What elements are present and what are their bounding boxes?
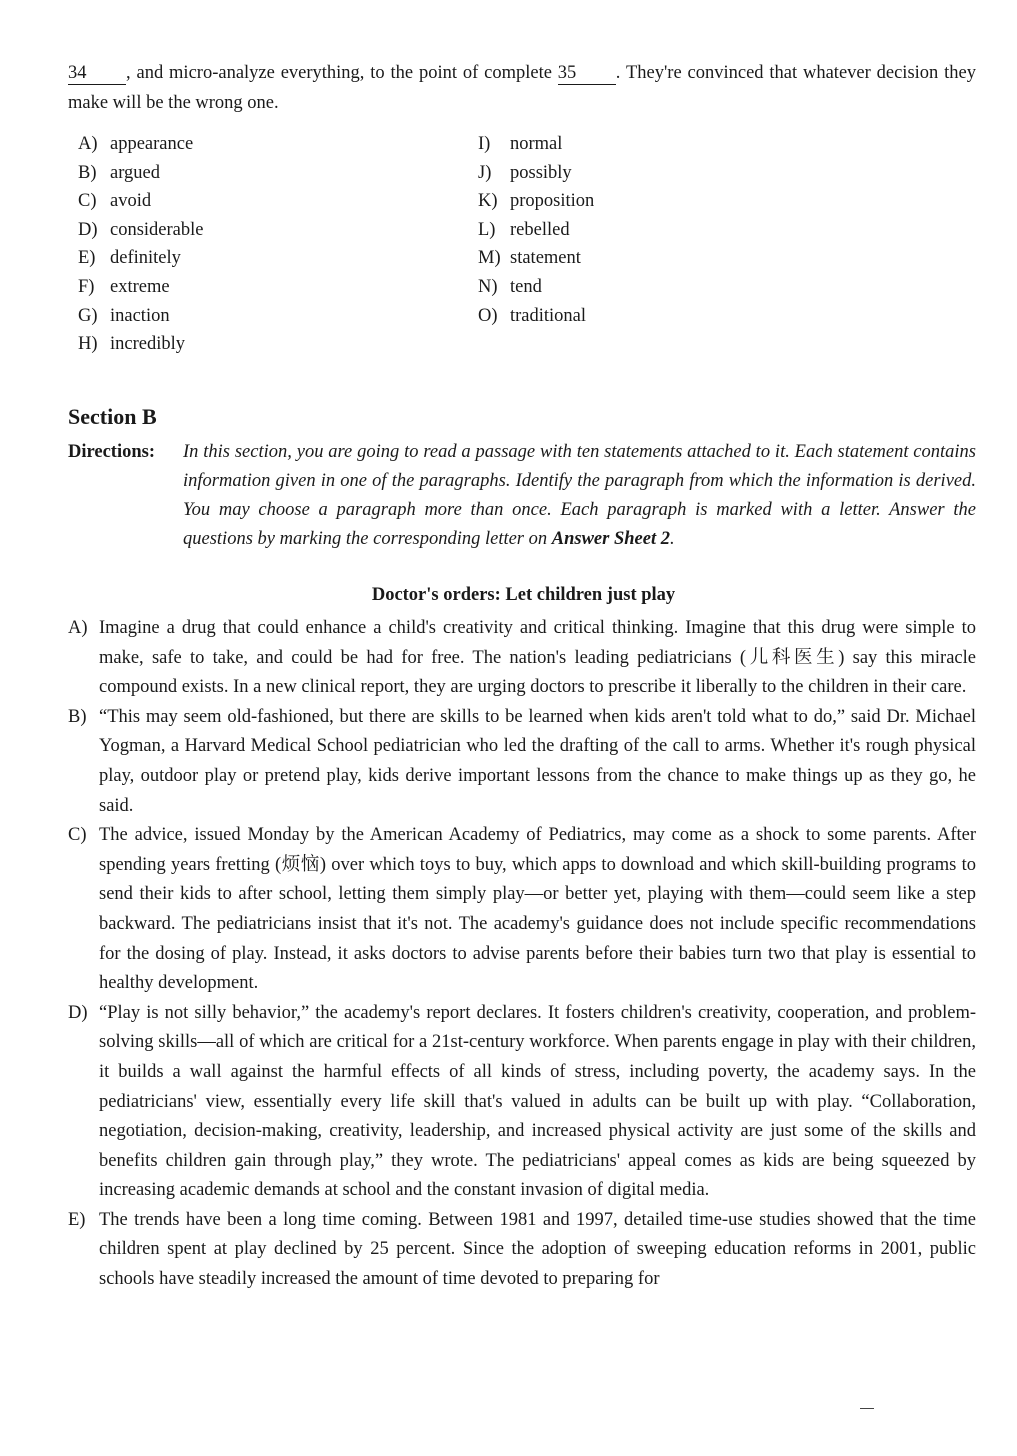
paragraph-c [68, 821, 976, 999]
option-word: inaction [110, 305, 170, 326]
option-letter: H) [78, 334, 98, 355]
word-option [78, 302, 204, 331]
paragraph-b [68, 703, 976, 821]
directions-end: . [669, 529, 675, 549]
word-option [478, 187, 594, 216]
word-option [478, 159, 594, 188]
word-option [78, 130, 204, 159]
paragraph-e [68, 1206, 976, 1295]
paragraph-text: “This may seem old-fashioned, but there are skills to be learned when kids aren't told what to do,” said Dr. Michael Yogman, a Harvard Medical School pediatrician who led the drafting of the call to arms. Whether it's rough physical play, outdoor play or pretend play, kids derive important lessons from the chance to make things up as they go, he said. [99, 706, 976, 816]
paragraph-text: Imagine a drug that could enhance a child's creativity and critical thinking. Imagine that this drug were simple to make, safe to take, and could be had for free. The nation's leading pediatricians (儿科医生) say this miracle compound exists. In a new clinical report, they are urging doctors to prescribe it liberally to the children in their care. [99, 618, 976, 698]
option-letter: O) [478, 305, 498, 326]
option-word: incredibly [110, 334, 186, 355]
word-option [478, 130, 594, 159]
word-option [78, 330, 204, 359]
option-word: statement [510, 248, 581, 269]
page-footer-mark [860, 1408, 874, 1409]
paragraph-text: The trends have been a long time coming. Between 1981 and 1997, detailed time-use studies showed that the time children spent at play declined by 25 percent. Since the adoption of sweeping education reforms in 2001, public schools have steadily increased the amount of time devoted to preparing for [99, 1209, 976, 1290]
paragraph-text: The advice, issued Monday by the American Academy of Pediatrics, may come as a shock to some parents. After spending years fretting (烦恼) over which toys to buy, which apps to download and which skill-building programs to send their kids to after school, letting them simply play—or better yet, playing with them—could seem like a step backward. The pediatricians insist that it's not. The academy's guidance does not include specific recommendations for the dosing of play. Instead, it asks doctors to advise parents before their babies turn two that play is essential to healthy development. [99, 825, 976, 994]
option-letter: B) [78, 162, 97, 183]
option-word: avoid [110, 191, 152, 212]
blank-34: 34 [68, 62, 126, 85]
option-word: considerable [110, 219, 204, 240]
cloze-text-1: , and micro-analyze everything, to the point of complete [126, 63, 558, 83]
directions [68, 438, 976, 554]
option-letter: D) [78, 219, 98, 240]
passage [68, 614, 976, 1295]
word-bank-left-column [78, 130, 204, 359]
paragraph-a [68, 614, 976, 703]
option-letter: M) [478, 248, 501, 269]
option-letter: J) [478, 162, 492, 183]
word-option [478, 244, 594, 273]
directions-body: In this section, you are going to read a passage with ten statements attached to it. Each statement contains information given in one of the paragraphs. Identify the paragraph from which the information is derived. You may choose a paragraph more than once. Each paragraph is marked with a letter. Answer the questions by marking the corresponding letter on [183, 442, 976, 549]
option-letter: A) [78, 134, 98, 154]
cloze-passage-ending [68, 58, 976, 118]
option-letter: G) [78, 305, 98, 326]
option-letter: I) [478, 134, 491, 154]
blank-35: 35 [558, 62, 616, 85]
word-option [78, 244, 204, 273]
option-word: extreme [110, 276, 170, 297]
paragraph-letter: B) [68, 706, 87, 727]
cloze-text-2: . They're convinced that whatever decision they make will be the wrong one. [68, 63, 976, 113]
directions-label: Directions: [68, 442, 155, 462]
option-word: possibly [510, 162, 572, 183]
directions-text [183, 438, 976, 554]
paragraph-d [68, 999, 976, 1206]
paragraph-letter: A) [68, 618, 88, 638]
option-word: definitely [110, 248, 181, 269]
paragraph-letter: D) [68, 1002, 88, 1023]
option-word: normal [510, 134, 563, 154]
option-letter: N) [478, 276, 498, 297]
word-option [78, 216, 204, 245]
option-letter: L) [478, 219, 496, 240]
paragraph-text: “Play is not silly behavior,” the academy's report declares. It fosters children's creativity, cooperation, and problem-solving skills—all of which are critical for a 21st-century workforce. When parents engage in play with their children, it builds a wall against the harmful effects of all kinds of stress, including poverty, the academy says. In the pediatricians' view, essentially every life skill that's valued in adults can be built up with play. “Collaboration, negotiation, decision-making, creativity, leadership, and increased physical activity are just some of the skills and benefits children gain through play,” they wrote. The pediatricians' appeal comes as kids are being squeezed by increasing academic demands at school and the constant invasion of digital media. [99, 1002, 976, 1201]
option-word: traditional [510, 305, 587, 326]
word-option [78, 187, 204, 216]
section-title: Section B [68, 404, 157, 429]
paragraph-letter: E) [68, 1209, 86, 1230]
option-word: appearance [110, 134, 194, 154]
option-word: tend [510, 276, 542, 297]
word-option [478, 273, 594, 302]
option-word: proposition [510, 191, 595, 212]
word-option [78, 159, 204, 188]
option-letter: F) [78, 276, 95, 297]
option-letter: C) [78, 191, 97, 212]
option-word: rebelled [510, 219, 570, 240]
paragraph-letter: C) [68, 825, 87, 846]
option-letter: K) [478, 191, 498, 212]
word-option [478, 302, 594, 331]
option-word: argued [110, 162, 160, 183]
word-option [78, 273, 204, 302]
word-option [478, 216, 594, 245]
word-bank-right-column [478, 130, 594, 330]
passage-title: Doctor's orders: Let children just play [371, 585, 676, 605]
option-letter: E) [78, 248, 96, 269]
answer-sheet-ref: Answer Sheet 2 [551, 529, 670, 549]
